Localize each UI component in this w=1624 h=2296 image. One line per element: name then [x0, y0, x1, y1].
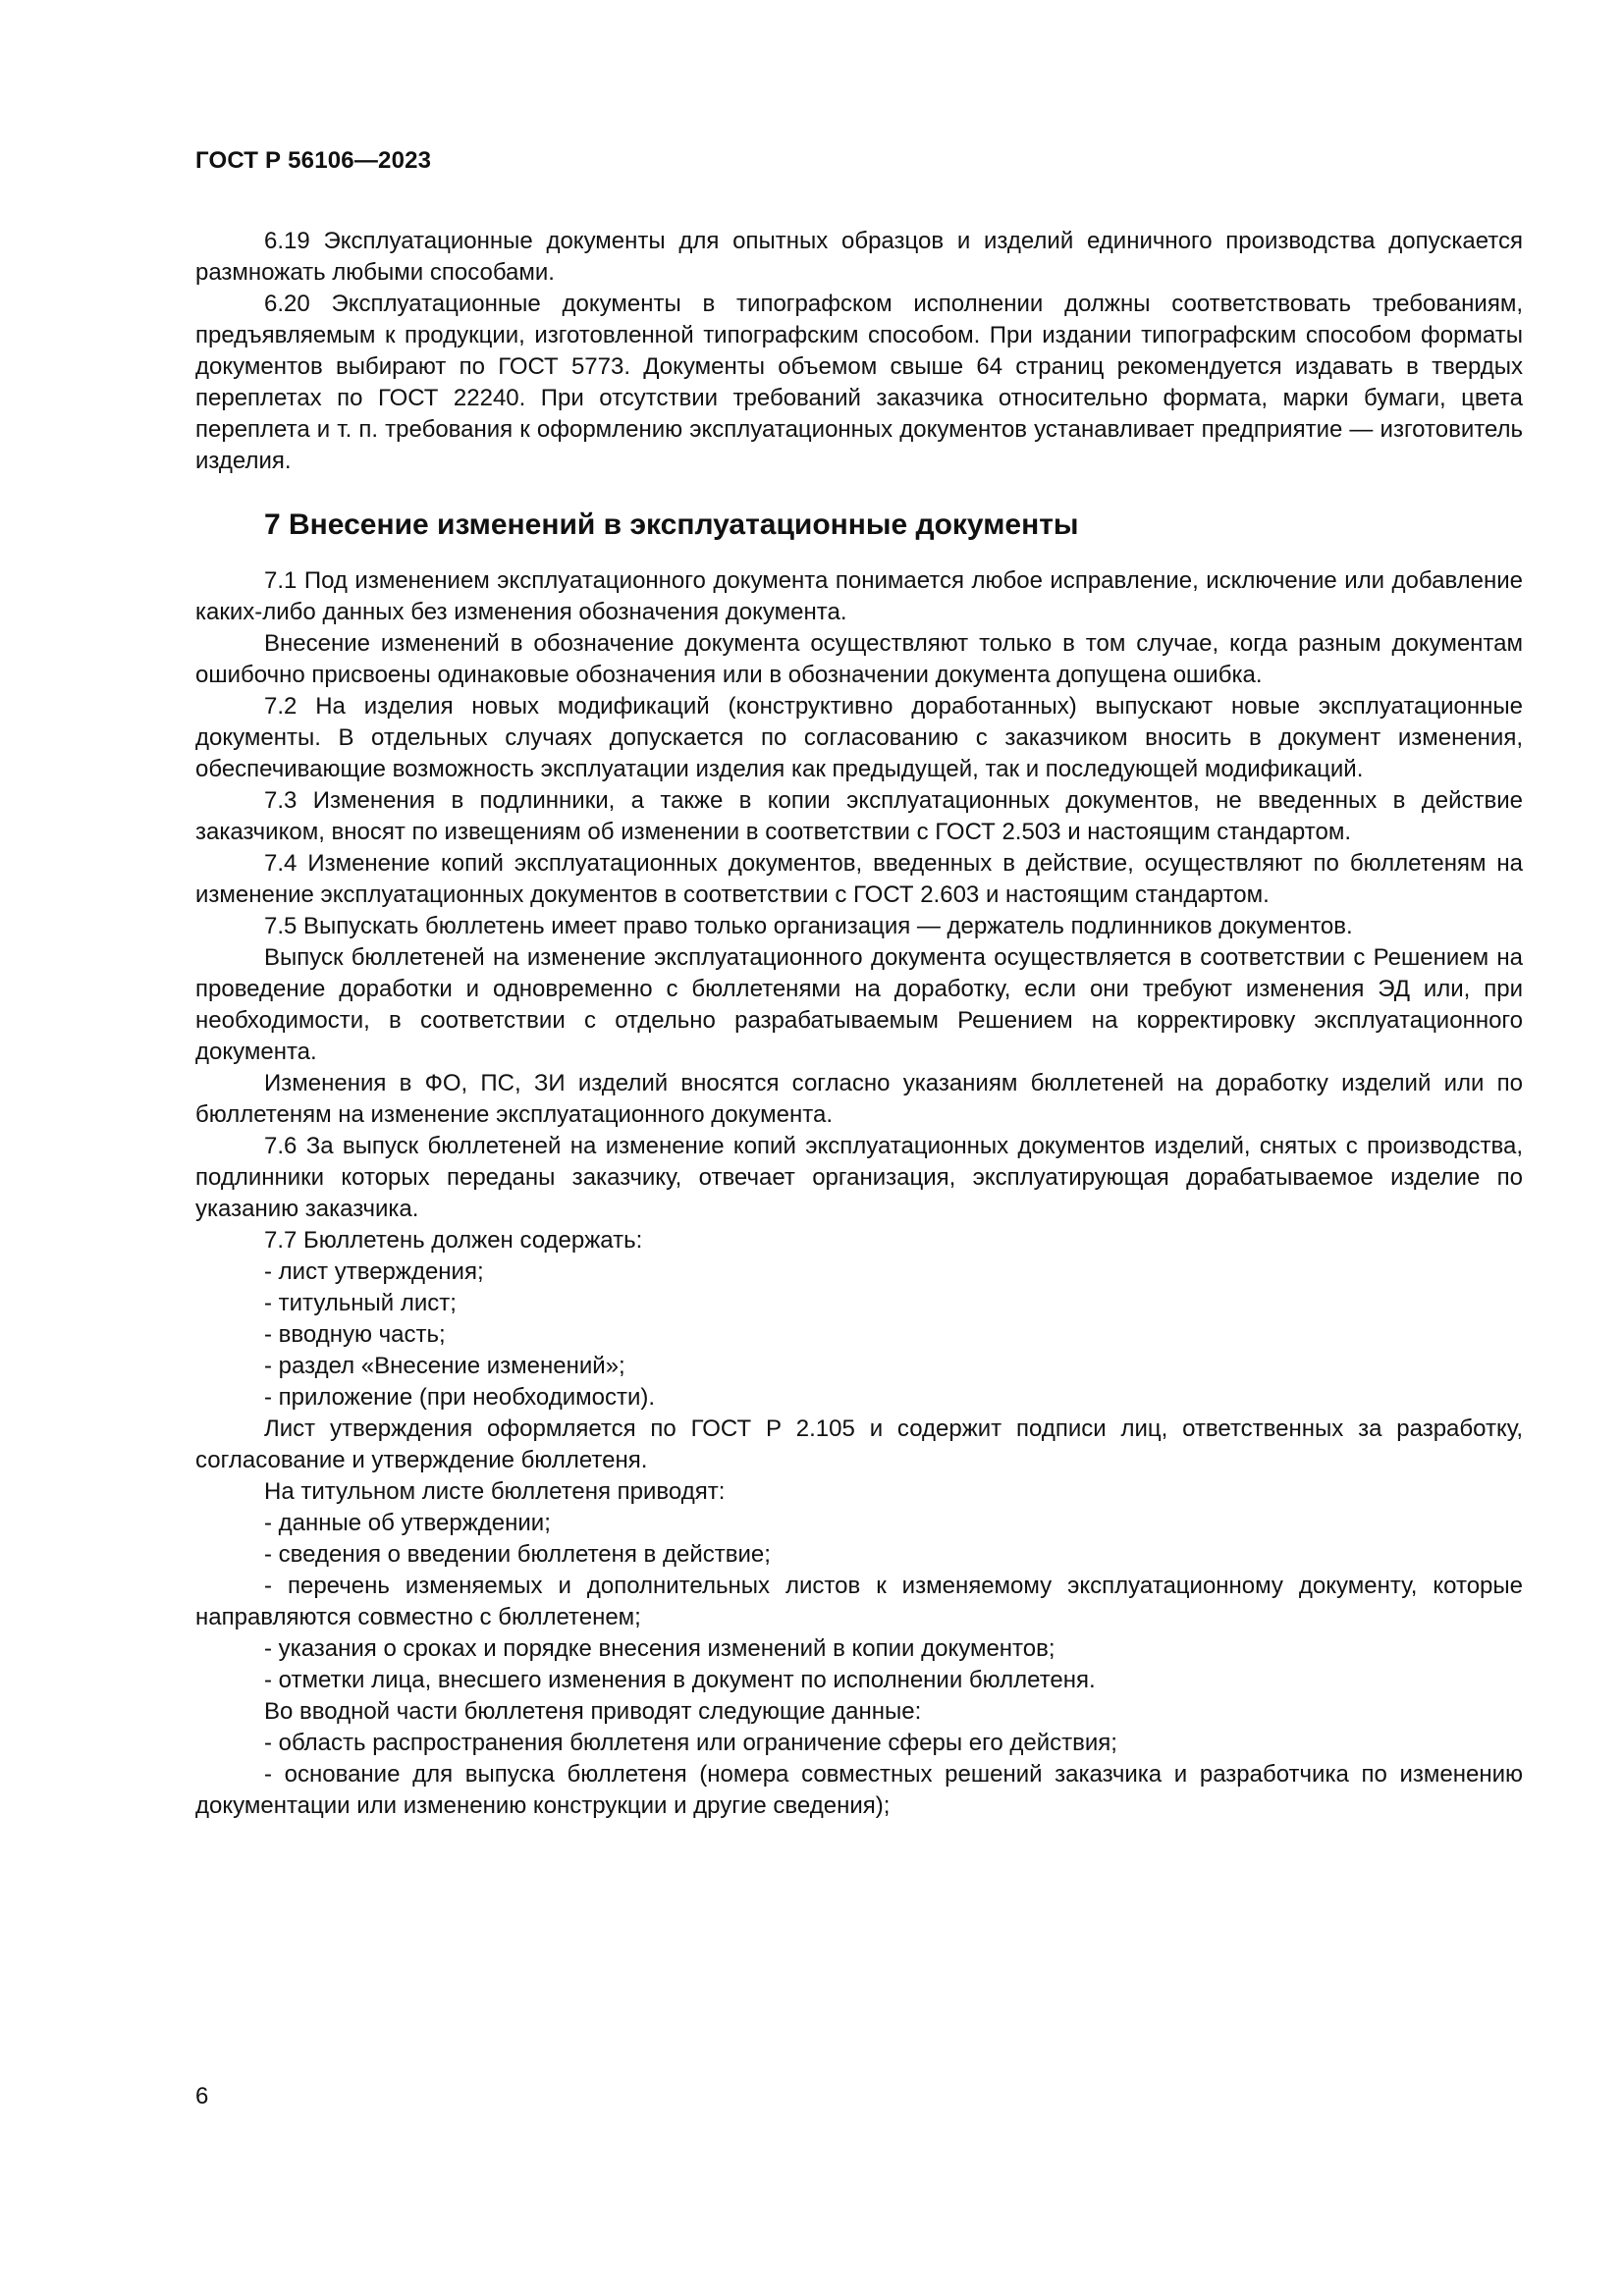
paragraph-7-5: 7.5 Выпускать бюллетень имеет право только организация — держатель подлинников документов.	[264, 913, 1353, 939]
paragraph-7-4: 7.4 Изменение копий эксплуатационных документов, введенных в действие, осуществляют по бюллетеням на изменение эксплуатационных документов в соответствии с ГОСТ 2.603 и настоящим стандартом.	[195, 850, 1523, 908]
list-item: - основание для выпуска бюллетеня (номера совместных решений заказчика и разработчика по изменению документации или изменению конструкции и другие сведения);	[195, 1761, 1523, 1819]
paragraph: Лист утверждения оформляется по ГОСТ Р 2.105 и содержит подписи лиц, ответственных за разработку, согласование и утверждение бюллетеня.	[195, 1415, 1523, 1473]
paragraph-6-20: 6.20 Эксплуатационные документы в типографском исполнении должны соответствовать требованиям, предъявляемым к продукции, изготовленной типографским способом. При издании типографским способом форматы документов выбирают по ГОСТ 5773. Документы объемом свыше 64 страниц рекомендуется издавать в твердых переплетах по ГОСТ 22240. При отсутствии требований заказчика относительно формата, марки бумаги, цвета переплета и т. п. требования к оформлению эксплуатационных документов устанавливает предприятие — изготовитель изделия.	[195, 291, 1523, 474]
paragraph: Изменения в ФО, ПС, ЗИ изделий вносятся согласно указаниям бюллетеней на доработку изделий или по бюллетеням на изменение эксплуатационного документа.	[195, 1070, 1523, 1128]
list-item: - вводную часть;	[264, 1321, 446, 1348]
paragraph-7-6: 7.6 За выпуск бюллетеней на изменение копий эксплуатационных документов изделий, снятых с производства, подлинники которых переданы заказчику, отвечает организация, эксплуатирующая дорабатываемое изделие по указанию заказчика.	[195, 1133, 1523, 1222]
paragraph-6-19: 6.19 Эксплуатационные документы для опытных образцов и изделий единичного производства допускается размножать любыми способами.	[195, 228, 1523, 286]
list-item: - данные об утверждении;	[264, 1510, 551, 1536]
document-body	[195, 226, 1523, 1822]
list-item: - перечень изменяемых и дополнительных листов к изменяемому эксплуатационному документу, которые направляются совместно с бюллетенем;	[195, 1573, 1523, 1630]
paragraph: Во вводной части бюллетеня приводят следующие данные:	[264, 1698, 922, 1725]
document-header: ГОСТ Р 56106—2023	[195, 147, 432, 174]
list-item: - сведения о введении бюллетеня в действие;	[264, 1541, 771, 1568]
section-title: 7 Внесение изменений в эксплуатационные документы	[264, 508, 1079, 541]
list-item: - раздел «Внесение изменений»;	[264, 1353, 625, 1379]
list-item: - область распространения бюллетеня или ограничение сферы его действия;	[264, 1730, 1117, 1756]
paragraph-7-7: 7.7 Бюллетень должен содержать:	[264, 1227, 643, 1254]
list-item: - указания о сроках и порядке внесения изменений в копии документов;	[264, 1635, 1056, 1662]
paragraph: Внесение изменений в обозначение документа осуществляют только в том случае, когда разным документам ошибочно присвоены одинаковые обозначения или в обозначении документа допущена ошибка.	[195, 630, 1523, 688]
paragraph: На титульном листе бюллетеня приводят:	[264, 1478, 726, 1505]
paragraph-7-1: 7.1 Под изменением эксплуатационного документа понимается любое исправление, исключение или добавление каких-либо данных без изменения обозначения документа.	[195, 567, 1523, 625]
paragraph-7-3: 7.3 Изменения в подлинники, а также в копии эксплуатационных документов, не введенных в действие заказчиком, вносят по извещениям об изменении в соответствии с ГОСТ 2.503 и настоящим стандартом.	[195, 787, 1523, 845]
list-item: - приложение (при необходимости).	[264, 1384, 656, 1411]
list-item: - отметки лица, внесшего изменения в документ по исполнении бюллетеня.	[264, 1667, 1096, 1693]
page-number: 6	[195, 2083, 209, 2109]
paragraph: Выпуск бюллетеней на изменение эксплуатационного документа осуществляется в соответствии с Решением на проведение доработки и одновременно с бюллетенями на доработку, если они требуют изменения ЭД или, при необходимости, в соответствии с отдельно разрабатываемым Решением на корректировку эксплуатационного документа.	[195, 944, 1523, 1065]
list-item: - титульный лист;	[264, 1290, 457, 1316]
paragraph-7-2: 7.2 На изделия новых модификаций (конструктивно доработанных) выпускают новые эксплуатационные документы. В отдельных случаях допускается по согласованию с заказчиком вносить в документ изменения, обеспечивающие возможность эксплуатации изделия как предыдущей, так и последующей модификаций.	[195, 693, 1523, 782]
list-item: - лист утверждения;	[264, 1258, 484, 1285]
